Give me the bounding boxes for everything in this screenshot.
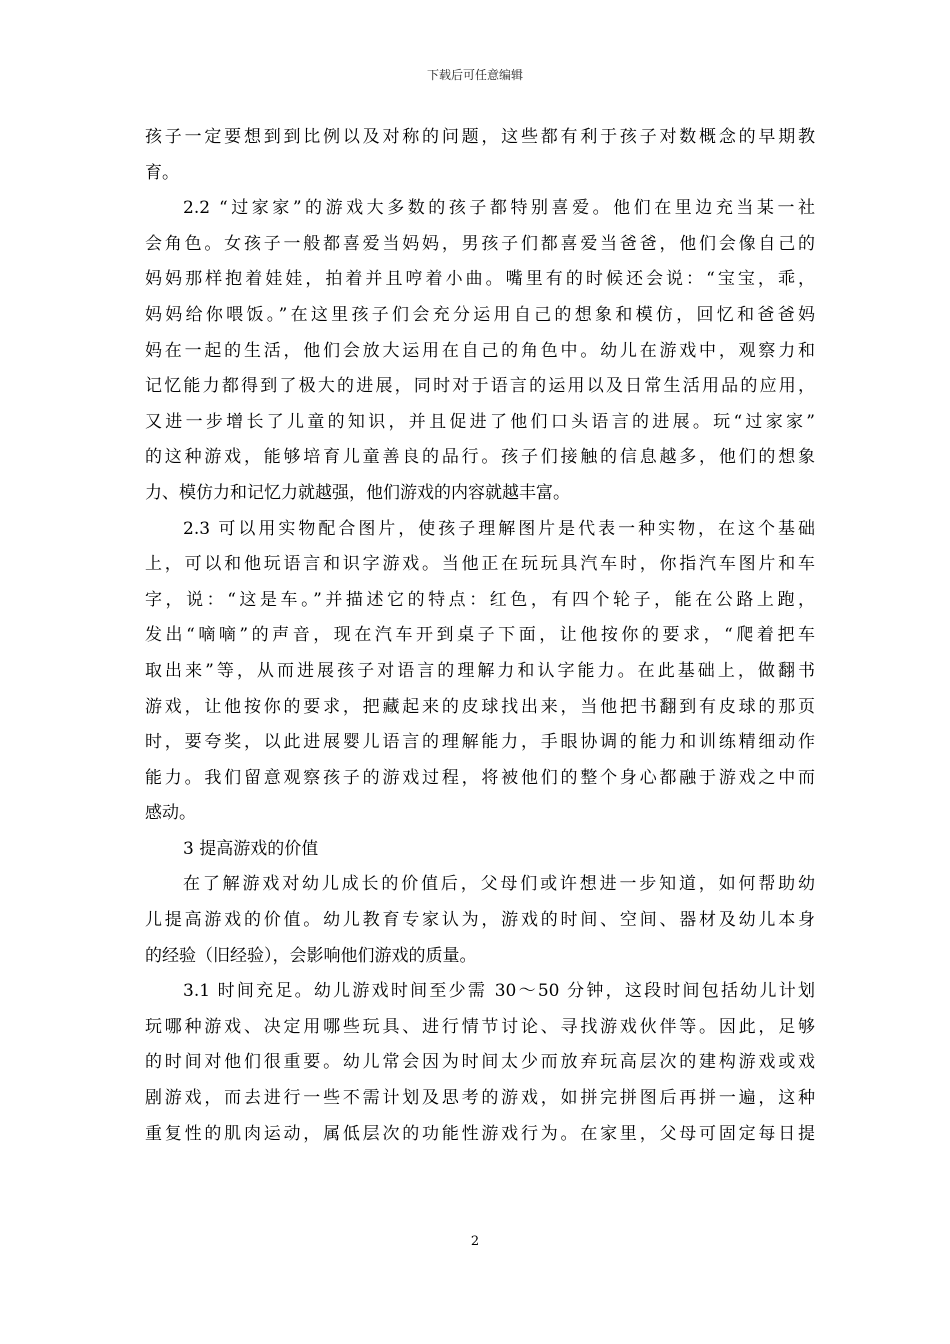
page-header: 下载后可任意编辑 [426,68,523,82]
text-line: 剧游戏，而去进行一些不需计划及思考的游戏，如拼完拼图后再拼一遍，这种 [145,1088,815,1109]
text-line: 上，可以和他玩语言和识字游戏。当他正在玩玩具汽车时，你指汽车图片和车 [145,554,815,575]
page-number: 2 [470,1234,480,1249]
text-line: 妈在一起的生活，他们会放大运用在自己的角色中。幼儿在游戏中，观察力和 [145,340,815,361]
text-line: 的时间对他们很重要。幼儿常会因为时间太少而放弃玩高层次的建构游戏或戏 [145,1052,815,1073]
text-line: 玩哪种游戏、决定用哪些玩具、进行情节讨论、寻找游戏伙伴等。因此，足够 [145,1016,815,1037]
text-line: 又进一步增长了儿童的知识，并且促进了他们口头语言的进展。玩“过家家” [145,411,815,432]
text-line: 会角色。女孩子一般都喜爱当妈妈，男孩子们都喜爱当爸爸，他们会像自己的 [145,233,815,254]
paragraph-3-start: 在了解游戏对幼儿成长的价值后，父母们或许想进一步知道，如何帮助幼 [183,874,815,895]
text-line: 时，要夸奖，以此进展婴儿语言的理解能力，手眼协调的能力和训练精细动作 [145,732,815,753]
paragraph-2-3-start: 2.3 可以用实物配合图片，使孩子理解图片是代表一种实物，在这个基础 [183,518,815,539]
text-line: 儿提高游戏的价值。幼儿教育专家认为，游戏的时间、空间、器材及幼儿本身 [145,910,815,931]
text-line: 取出来”等，从而进展孩子对语言的理解力和认字能力。在此基础上，做翻书 [145,660,815,681]
text-line: 的这种游戏，能够培育儿童善良的品行。孩子们接触的信息越多，他们的想象 [145,447,815,468]
text-line: 孩子一定要想到到比例以及对称的问题，这些都有利于孩子对数概念的早期教 [145,127,815,147]
paragraph-2-2-start: 2.2 “过家家”的游戏大多数的孩子都特别喜爱。他们在里边充当某一社 [183,198,815,219]
text-line: 能力。我们留意观察孩子的游戏过程，将被他们的整个身心都融于游戏之中而 [145,767,815,788]
text-line: 的经验（旧经验），会影响他们游戏的质量。 [145,945,477,966]
text-line: 游戏，让他按你的要求，把藏起来的皮球找出来，当他把书翻到有皮球的那页 [145,696,815,717]
text-line: 字，说：“这是车。”并描述它的特点：红色，有四个轮子，能在公路上跑， [145,589,815,610]
text-line: 感动。 [145,803,196,824]
text-line: 发出“嘀嘀”的声音，现在汽车开到桌子下面，让他按你的要求，“爬着把车 [145,625,815,646]
text-line: 力、模仿力和记忆力就越强，他们游戏的内容就越丰富。 [145,482,570,503]
paragraph-3-1-start: 3.1 时间充足。幼儿游戏时间至少需 30～50 分钟，这段时间包括幼儿计划 [183,981,815,1002]
text-line: 记忆能力都得到了极大的进展，同时对于语言的运用以及日常生活用品的应用， [145,376,815,397]
text-line: 重复性的肌肉运动，属低层次的功能性游戏行为。在家里，父母可固定每日提 [145,1123,815,1144]
text-line: 妈妈那样抱着娃娃，拍着并且哼着小曲。嘴里有的时候还会说：“宝宝，乖， [145,269,815,290]
body-text [145,120,815,1152]
text-line: 妈妈给你喂饭。”在这里孩子们会充分运用自己的想象和模仿，回忆和爸爸妈 [145,304,815,325]
text-line: 育。 [145,162,179,183]
section-3-heading: 3 提高游戏的价值 [183,838,319,859]
